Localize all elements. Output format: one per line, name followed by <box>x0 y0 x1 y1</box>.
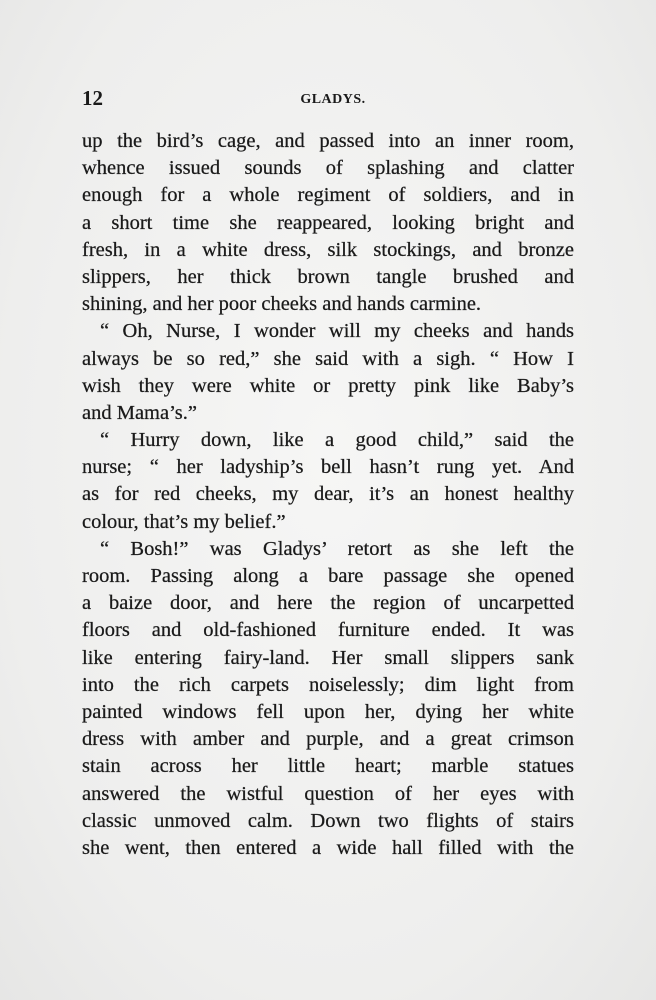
body-text <box>82 128 574 862</box>
text-line: she went, then entered a wide hall filled with the <box>82 836 574 859</box>
text-line: nurse; “ her ladyship’s bell hasn’t rung yet. And <box>82 456 574 479</box>
text-line: slippers, her thick brown tangle brushed and <box>82 265 574 288</box>
text-line: up the bird’s cage, and passed into an inner room, <box>82 130 574 152</box>
text-line: shining, and her poor cheeks and hands carmine. <box>82 293 482 316</box>
text-line: fresh, in a white dress, silk stockings, and bronze <box>82 238 574 261</box>
text-line: “ Oh, Nurse, I wonder will my cheeks and hands <box>100 320 574 343</box>
text-line: colour, that’s my belief.” <box>82 510 286 533</box>
text-line: wish they were white or pretty pink like Baby’s <box>82 374 574 397</box>
text-line: dress with amber and purple, and a great crimson <box>82 728 574 751</box>
text-line: “ Hurry down, like a good child,” said the <box>100 429 574 452</box>
text-line: stain across her little heart; marble statues <box>82 755 574 778</box>
text-line: whence issued sounds of splashing and clatter <box>82 157 574 180</box>
text-line: enough for a whole regiment of soldiers, and in <box>82 184 574 207</box>
running-title: GLADYS. <box>300 92 366 107</box>
text-line: and Mama’s.” <box>82 401 197 424</box>
page-number: 12 <box>82 86 103 110</box>
text-line: classic unmoved calm. Down two flights of stairs <box>82 809 574 832</box>
text-line: room. Passing along a bare passage she opened <box>82 565 574 587</box>
text-line: like entering fairy-land. Her small slippers sank <box>82 646 574 669</box>
text-line: painted windows fell upon her, dying her white <box>82 700 574 723</box>
text-line: a short time she reappeared, looking bright and <box>82 211 574 234</box>
text-line: answered the wistful question of her eyes with <box>82 782 574 805</box>
text-line: into the rich carpets noiselessly; dim light from <box>82 673 574 696</box>
text-line: as for red cheeks, my dear, it’s an honest healthy <box>82 483 574 506</box>
text-line: always be so red,” she said with a sigh. “ How I <box>82 347 574 370</box>
text-line: “ Bosh!” was Gladys’ retort as she left the <box>100 537 574 560</box>
text-line: floors and old-fashioned furniture ended. It was <box>82 619 574 642</box>
text-line: a baize door, and here the region of uncarpetted <box>82 592 574 615</box>
